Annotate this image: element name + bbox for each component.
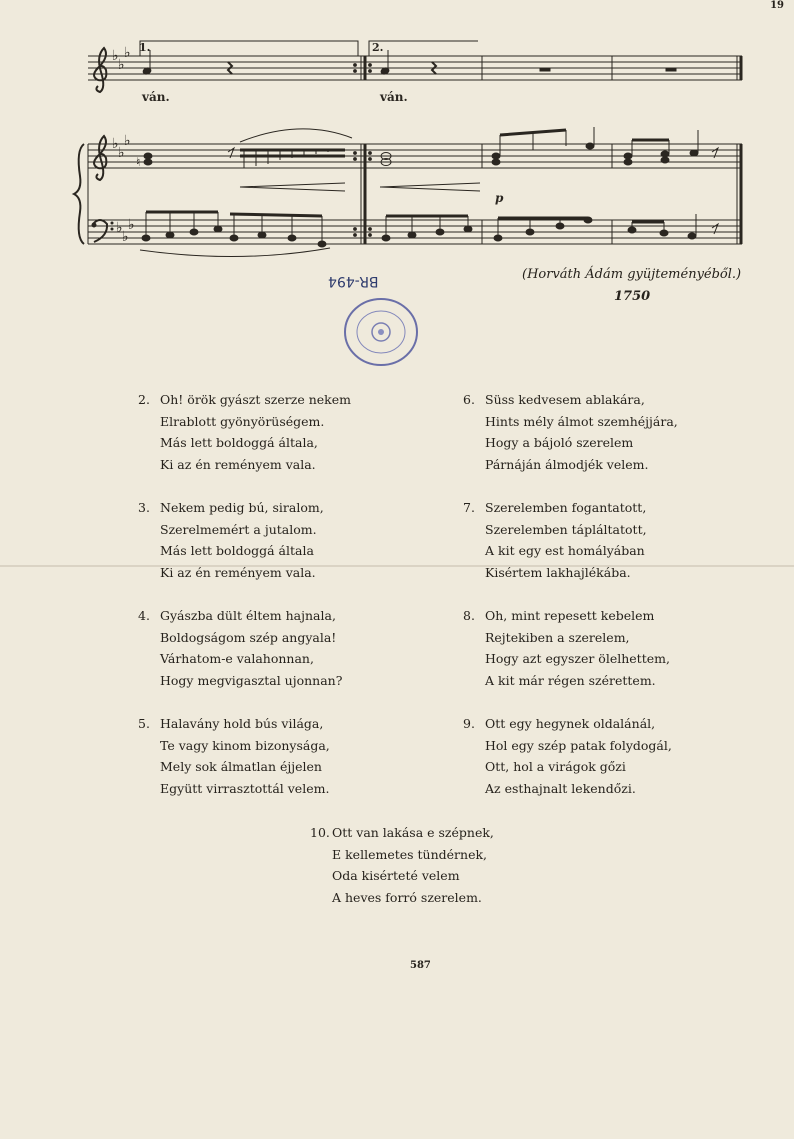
- stanza: [463, 713, 672, 799]
- svg-text:♭: ♭: [128, 217, 135, 233]
- bass-staff: [88, 220, 742, 244]
- stanza-line: [463, 648, 670, 670]
- stanza-line: [463, 540, 647, 562]
- volta-2-label: 2.: [372, 41, 384, 54]
- library-stamp-icon: [342, 296, 420, 368]
- stanza-line-text: Más lett boldoggá általa,: [160, 435, 318, 450]
- stanza-line: [463, 519, 647, 541]
- stanza-line-text: E kellemetes tündérnek,: [332, 846, 488, 862]
- stanza-line: [138, 432, 351, 454]
- stanza-line: [138, 627, 342, 649]
- stanza-number: 3.: [138, 500, 150, 515]
- stanza-line: [138, 648, 342, 670]
- stanza-line-text: Hogy megvigasztal ujonnan?: [160, 672, 343, 688]
- stanza-line-text: Süss kedvesem ablakára,: [485, 392, 645, 407]
- stanza-line-text: Ott van lakása e szépnek,: [332, 825, 494, 840]
- stanza: [138, 497, 324, 583]
- stanza-line: [138, 519, 324, 541]
- stanza-number: 8.: [463, 608, 475, 623]
- stanza-line-text: Más lett boldoggá általa: [160, 543, 314, 558]
- stanza-line-text: Várhatom-e valahonnan,: [160, 651, 314, 666]
- treble-staff: [88, 144, 742, 168]
- music-score: [0, 0, 794, 260]
- lyric-syllable-1: ván.: [142, 90, 170, 104]
- stanza-line: [463, 713, 672, 735]
- stanza-line-text: Szerelemben fogantatott,: [485, 500, 647, 515]
- stanza-line: [463, 735, 672, 757]
- source-note: (Horváth Ádám gyüjteményéből.): [522, 267, 742, 282]
- stanza-line: [138, 605, 342, 627]
- stanza-line: [310, 865, 494, 887]
- stanza-line: [138, 497, 324, 519]
- stanza: [463, 497, 647, 583]
- stanza-line-text: Ki az én reményem vala.: [160, 564, 316, 580]
- stanza-line-text: Oh, mint repesett kebelem: [485, 608, 655, 623]
- stanza-line: [463, 756, 672, 778]
- stanza-line: [138, 411, 351, 433]
- stanza-line: [463, 432, 678, 454]
- svg-text:♭: ♭: [118, 145, 125, 161]
- page-number: 587: [410, 960, 431, 971]
- stanza-number: 5.: [138, 716, 150, 731]
- svg-text:♭: ♭: [118, 57, 125, 73]
- stanza-line-text: Hogy azt egyszer ölelhettem,: [485, 651, 670, 666]
- stanza-line-text: Nekem pedig bú, siralom,: [160, 500, 324, 515]
- page-corner-number: 19: [770, 0, 784, 11]
- stanza-line: [310, 887, 494, 909]
- stanza: [463, 389, 678, 475]
- svg-text:♭: ♭: [112, 136, 119, 152]
- svg-text:♭: ♭: [124, 133, 131, 149]
- stanza-line: [138, 735, 330, 757]
- stanza-line-text: Hints mély álmot szemhéjjára,: [485, 413, 678, 429]
- stanza-number: 9.: [463, 716, 475, 731]
- stanza-line-text: Gyászba dült éltem hajnala,: [160, 608, 336, 623]
- stanza-number: 7.: [463, 500, 475, 515]
- stanza: [463, 605, 670, 691]
- stanza: [138, 389, 351, 475]
- stanza-line: [463, 670, 670, 692]
- stanza-line-text: Oh! örök gyászt szerze nekem: [160, 392, 351, 407]
- svg-text:♭: ♭: [122, 229, 129, 245]
- year: 1750: [614, 289, 651, 304]
- stanza-number: 6.: [463, 392, 475, 407]
- stanza-line: [138, 389, 351, 411]
- stanza-line: [310, 844, 494, 866]
- stanza-line-text: Együtt virrasztottál velem.: [160, 780, 330, 796]
- stanza-line: [138, 778, 330, 800]
- stanza-line-text: Szerelmemért a jutalom.: [160, 521, 317, 537]
- stanza-line-text: A kit egy est homályában: [485, 543, 645, 558]
- stanza-line: [463, 562, 647, 584]
- stanza-line: [463, 605, 670, 627]
- stanza-line: [463, 389, 678, 411]
- stanza-line-text: A heves forró szerelem.: [332, 889, 482, 905]
- stanza: [310, 822, 494, 908]
- stanza-number: 4.: [138, 608, 150, 623]
- svg-text:♮: ♮: [136, 155, 141, 169]
- stanza: [138, 713, 330, 799]
- stanza-line-text: Ott, hol a virágok gőzi: [485, 759, 626, 774]
- stanza-line-text: Mely sok álmatlan éjjelen: [160, 759, 322, 774]
- stanza-line: [463, 778, 672, 800]
- stanza-number: 10.: [310, 825, 330, 840]
- stanza-line: [463, 497, 647, 519]
- stanza-line-text: Párnáján álmodjék velem.: [485, 456, 649, 472]
- stanza-line: [463, 411, 678, 433]
- stanza: [138, 605, 342, 691]
- volta-1-label: 1.: [139, 41, 151, 54]
- svg-text:♭: ♭: [112, 48, 119, 64]
- stanza-line-text: Rejtekiben a szerelem,: [485, 629, 630, 645]
- stanza-line: [463, 454, 678, 476]
- stanza-line: [138, 562, 324, 584]
- stanza-line-text: Hogy a bájoló szerelem: [485, 435, 634, 450]
- dynamic-marking: p: [495, 191, 504, 205]
- stanza-line: [138, 454, 351, 476]
- stanza-number: 2.: [138, 392, 150, 407]
- stanza-line: [138, 713, 330, 735]
- stanza-line-text: Ott egy hegynek oldalánál,: [485, 716, 656, 731]
- stanza-line-text: Hol egy szép patak folydogál,: [485, 737, 672, 753]
- stanza-line-text: A kit már régen szérettem.: [485, 672, 656, 688]
- stanza-line: [310, 822, 494, 844]
- stanza-line-text: Te vagy kinom bizonysága,: [160, 737, 330, 753]
- stanza-line: [463, 627, 670, 649]
- stanza-line: [138, 756, 330, 778]
- svg-text:♭: ♭: [116, 220, 123, 236]
- stanza-line-text: Elrablott gyönyörüségem.: [160, 413, 325, 429]
- stanza-line-text: Oda kisérteté velem: [332, 868, 460, 883]
- catalog-mark: BR-494: [328, 273, 379, 289]
- stanza-line: [138, 540, 324, 562]
- lyric-syllable-2: ván.: [380, 90, 408, 104]
- svg-text:♭: ♭: [124, 45, 131, 61]
- stanza-line-text: Halavány hold bús világa,: [160, 716, 324, 731]
- stanza-line-text: Kisértem lakhajlékába.: [485, 564, 631, 580]
- stanza-line-text: Boldogságom szép angyala!: [160, 629, 337, 645]
- melody-staff: [88, 56, 742, 80]
- paper-fold: [0, 565, 794, 567]
- stanza-line-text: Az esthajnalt lekendőzi.: [485, 780, 636, 796]
- stanza-line-text: Szerelemben tápláltatott,: [485, 521, 647, 537]
- stanza-line: [138, 670, 342, 692]
- stanza-line-text: Ki az én reményem vala.: [160, 456, 316, 472]
